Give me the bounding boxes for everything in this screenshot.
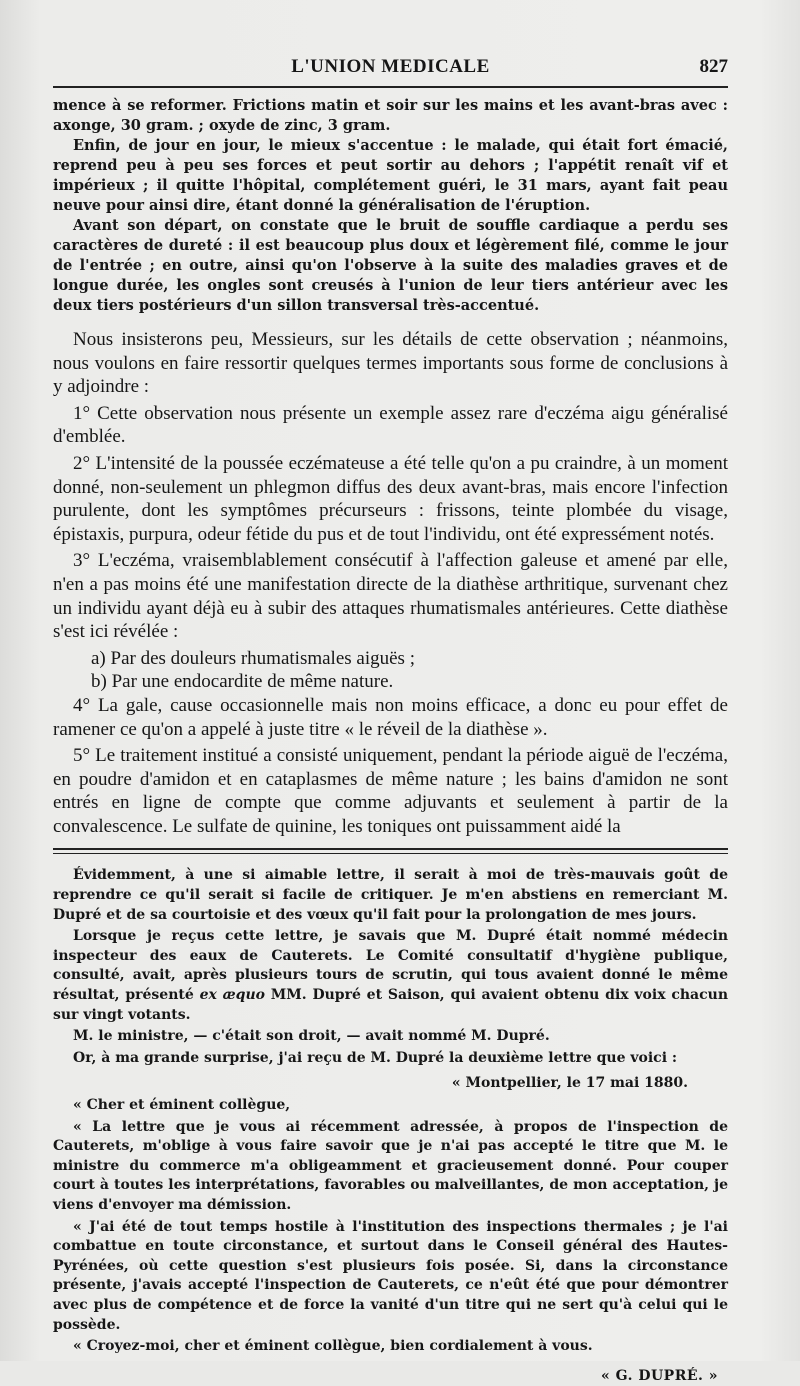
note-paragraph: Évidemment, à une si aimable lettre, il serait à moi de très-mauvais goût de reprendre ce qu'il serait si facile de critiquer. Je m'en abstiens en remerciant M. Dupré et de sa courtoisie et des vœux qu'il fait pour la prolongation de mes jours. (53, 867, 728, 923)
conclusion-3: 3° L'eczéma, vraisemblablement consécutif à l'affection galeuse et amené par elle, n'en a pas moins été une manifestation directe de la diathèse arthritique, survenant chez un individu ayant déjà eu à subir des attaques rhumatismales antérieures. Cette diathèse s'est ici révélée : (53, 550, 728, 643)
paragraph: Avant son départ, on constate que le bruit de souffle cardiaque a perdu ses caractères de dureté : il est beaucoup plus doux et légèrement filé, comme le jour de l'entrée ; en outre, ainsi qu'on l'observe à la suite des maladies graves et de longue durée, les ongles sont creusés à l'union de leur tiers antérieur avec les deux tiers postérieurs d'un sillon transversal très-accentué. (53, 217, 728, 314)
letter-signature: « G. DUPRÉ. » (600, 1367, 718, 1384)
page-number: 827 (699, 56, 728, 77)
letter-paragraph: « La lettre que je vous ai récemment adressée, à propos de l'inspection de Cauterets, m'oblige à vous faire savoir que je n'ai pas accepté le titre que M. le ministre du commerce m'a obligeamment et gracieusement donné. Pour couper court à toutes les interprétations, favorables ou malveillantes, de mon acceptation, je viens d'envoyer ma démission. (53, 1118, 728, 1213)
letter-place-date: « Montpellier, le 17 mai 1880. (451, 1075, 688, 1092)
note-text: MM. Dupré et Saison, qui avaient obtenu dix voix chacun sur vingt votants. (53, 987, 729, 1023)
paragraph: mence à se reformer. Frictions matin et soir sur les mains et les avant-bras avec : axonge, 30 gram. ; oxyde de zinc, 3 gram. (53, 97, 728, 134)
observation-text (53, 96, 728, 316)
paragraph: Enfin, de jour en jour, le mieux s'accentue : le malade, qui était fort émacié, reprend peu à peu ses forces et peut sortir au dehors ; l'appétit renaît vif et impérieux ; il quitte l'hôpital, complétement guéri, le 31 mars, ayant fait peau neuve pour ainsi dire, étant donné la généralisation de l'éruption. (53, 137, 728, 214)
running-title: L'UNION MEDICALE (291, 56, 490, 77)
note-italic: ex æquo (199, 987, 265, 1004)
letter-salutation: « Cher et éminent collègue, (73, 1097, 291, 1113)
note-paragraph: M. le ministre, — c'était son droit, — avait nommé M. Dupré. (73, 1028, 550, 1045)
conclusion-2: 2° L'intensité de la poussée eczémateuse a été telle qu'on a pu craindre, à un moment donné, non-seulement un phlegmon diffus des deux avant-bras, mais encore l'infection purulente, dont les symptômes précurseurs : frissons, teinte plombée du visage, épistaxis, purpura, odeur fétide du pus et de tout l'individu, ont été expressément notés. (53, 452, 728, 545)
conclusion-3b: b) Par une endocardite de même nature. (91, 671, 394, 693)
note-text: Lorsque je reçus cette lettre, je savais que M. Dupré était nommé médecin inspecteur des eaux de Cauterets. Le Comité consultatif d'hygiène publique, consulté, avait, après plusieurs tours de scrutin, qui tous avaient donné le même résultat, présenté (53, 928, 728, 1004)
conclusion-5: 5° Le traitement institué a consisté uniquement, pendant la période aiguë de l'eczéma, en poudre d'amidon et en cataplasmes de même nature ; les bains d'amidon ne sont entrés en ligne de compte que comme adjuvants et seulement à partir de la convalescence. Le sulfate de quinine, les toniques ont puissamment aidé la (53, 745, 728, 837)
letter-closing: « Croyez-moi, cher et éminent collègue, bien cordialement à vous. (73, 1338, 593, 1355)
header-rule (53, 86, 728, 88)
note-paragraph: Or, à ma grande surprise, j'ai reçu de M. Dupré la deuxième lettre que voici : (73, 1049, 678, 1066)
note-paragraph (53, 927, 728, 1025)
conclusion-4: 4° La gale, cause occasionnelle mais non moins efficace, a donc eu pour effet de ramener ce qu'on a appelé à juste titre « le réveil de la diathèse ». (53, 694, 728, 740)
letter-paragraph: « J'ai été de tout temps hostile à l'institution des inspections thermales ; je l'ai combattue en toute circonstance, et surtout dans le Conseil général des Hautes-Pyrénées, où cette question s'est plusieurs fois posée. Si, dans la circonstance présente, j'avais accepté l'inspection de Cauterets, ce n'eût été que pour démontrer avec plus de compétence et de force la vanité d'un titre qui ne sert qu'à celui qui le possède. (53, 1218, 728, 1333)
feuilleton-text (53, 866, 728, 1386)
page-header (53, 48, 728, 80)
conclusion-3a: a) Par des douleurs rhumatismales aiguës ; (91, 647, 415, 669)
conclusions-text (53, 328, 728, 838)
conclusion-1: 1° Cette observation nous présente un exemple assez rare d'eczéma aigu généralisé d'emblée. (53, 402, 728, 448)
paragraph-intro: Nous insisterons peu, Messieurs, sur les détails de cette observation ; néanmoins, nous voulons en faire ressortir quelques termes importants sous forme de conclusions à y adjoindre : (53, 329, 728, 398)
section-divider (53, 848, 728, 854)
